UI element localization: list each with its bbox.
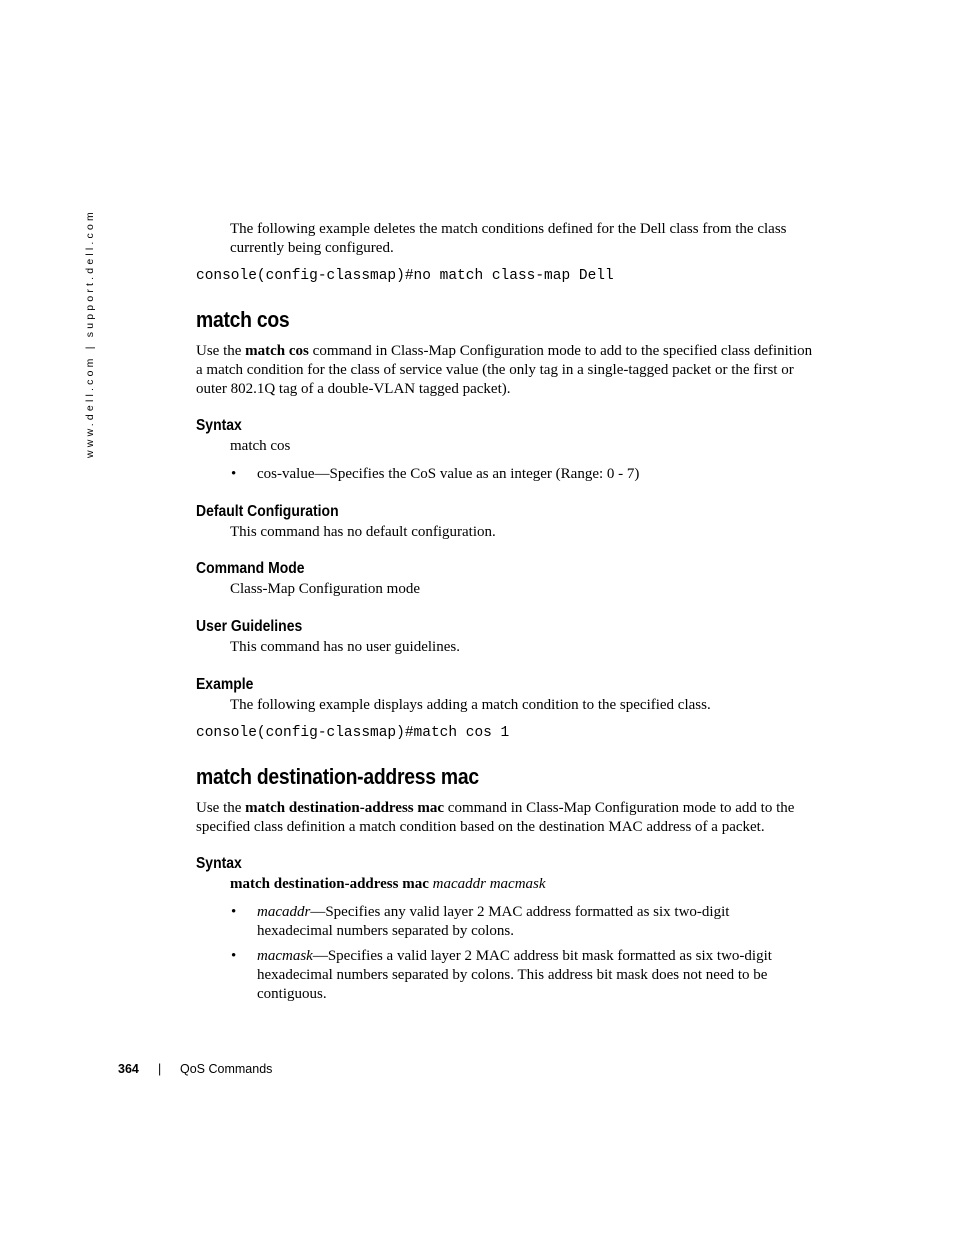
example-code: console(config-classmap)#match cos 1 bbox=[196, 725, 510, 741]
footer-section: QoS Commands bbox=[180, 1062, 273, 1076]
default-config-text: This command has no default configuration. bbox=[230, 524, 496, 540]
footer-separator: | bbox=[158, 1062, 162, 1076]
example-heading: Example bbox=[196, 676, 254, 693]
match-cos-syntax-heading: Syntax bbox=[196, 417, 242, 434]
page-number: 364 bbox=[118, 1062, 139, 1076]
bullet-icon: • bbox=[231, 904, 237, 920]
match-cos-syntax-text: match cos bbox=[230, 438, 291, 454]
match-dest-mac-syntax-heading: Syntax bbox=[196, 855, 242, 872]
command-mode-heading: Command Mode bbox=[196, 560, 305, 577]
intro-text: The following example deletes the match conditions defined for the Dell class from the class currently being configured. bbox=[230, 221, 787, 256]
match-cos-param: cos-value—Specifies the CoS value as an integer (Range: 0 - 7) bbox=[257, 466, 640, 482]
bullet-icon: • bbox=[231, 948, 237, 964]
match-cos-title: match cos bbox=[196, 307, 290, 332]
command-mode-text: Class-Map Configuration mode bbox=[230, 581, 420, 597]
side-url: www.dell.com | support.dell.com bbox=[84, 209, 96, 458]
match-cos-description: Use the match cos command in Class-Map Configuration mode to add to the specified class definition a match condition for the class of service value (the only tag in a single-tagged packet or the first or outer 802.1Q tag of a double-VLAN tagged packet). bbox=[196, 343, 813, 397]
match-dest-mac-title: match destination-address mac bbox=[196, 764, 479, 789]
match-dest-mac-description: Use the match destination-address mac command in Class-Map Configuration mode to add to the specified class definition a match condition based on the destination MAC address of a packet. bbox=[196, 800, 795, 835]
match-dest-mac-syntax-text: match destination-address mac macaddr macmask bbox=[230, 876, 546, 892]
example-text: The following example displays adding a match condition to the specified class. bbox=[230, 697, 711, 713]
default-config-heading: Default Configuration bbox=[196, 503, 339, 520]
macmask-param: macmask—Specifies a valid layer 2 MAC address bit mask formatted as six two-digit hexadecimal numbers separated by colons. This address bit mask does not need to be contiguous. bbox=[257, 948, 772, 1002]
macaddr-param: macaddr—Specifies any valid layer 2 MAC address formatted as six two-digit hexadecimal numbers separated by colons. bbox=[257, 904, 730, 939]
intro-code: console(config-classmap)#no match class-map Dell bbox=[196, 268, 614, 284]
user-guidelines-heading: User Guidelines bbox=[196, 618, 303, 635]
bullet-icon: • bbox=[231, 466, 237, 482]
user-guidelines-text: This command has no user guidelines. bbox=[230, 639, 460, 655]
